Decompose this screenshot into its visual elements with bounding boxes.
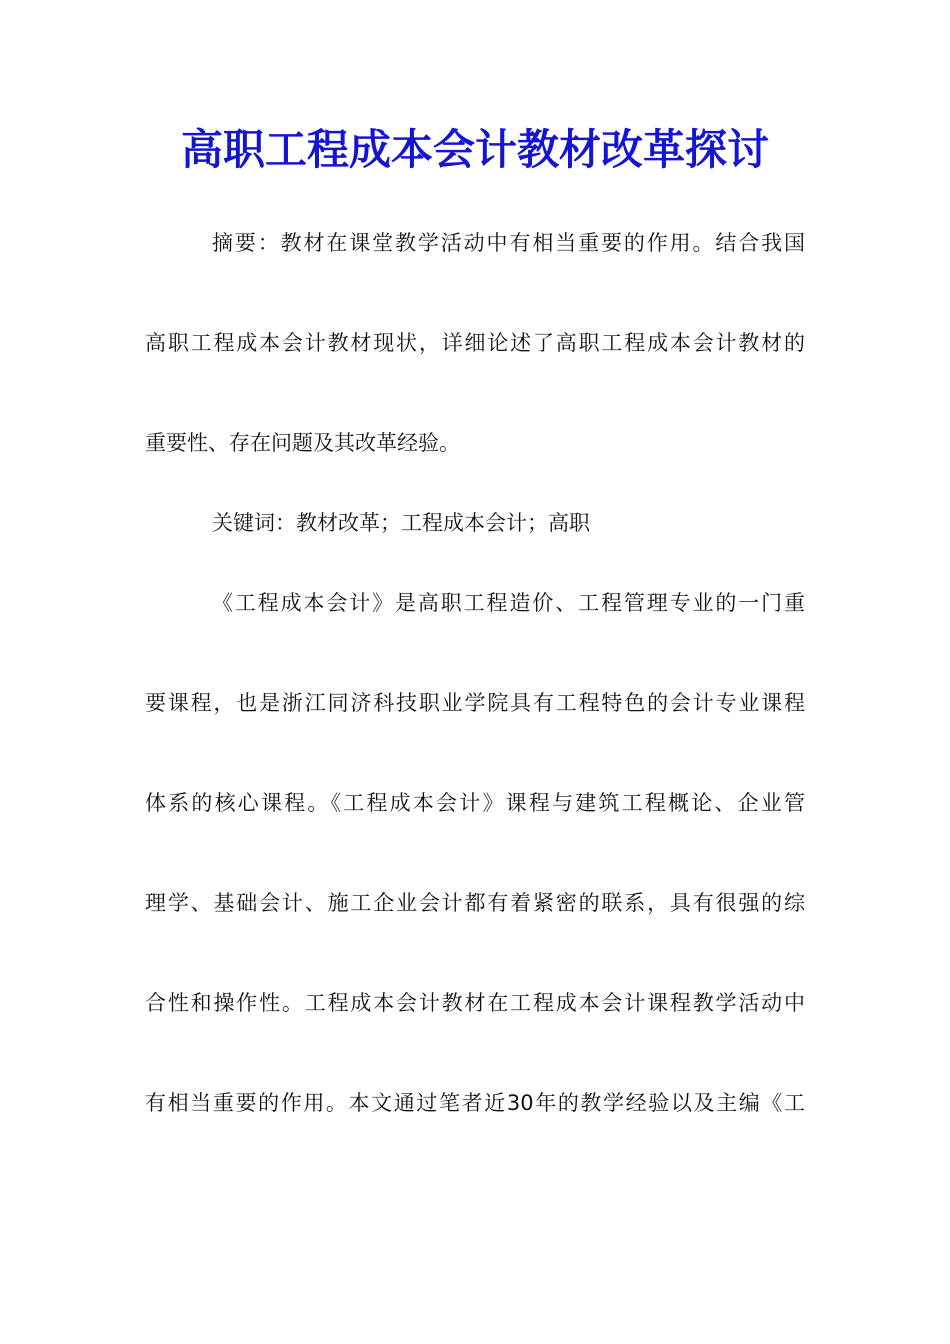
body-line-6: 有相当重要的作用。本文通过笔者近30年的教学经验以及主编《工: [145, 1091, 805, 1115]
abstract-line-2: 高职工程成本会计教材现状，详细论述了高职工程成本会计教材的: [145, 331, 805, 355]
abstract-line-1: 摘要：教材在课堂教学活动中有相当重要的作用。结合我国: [212, 231, 805, 255]
abstract-line-3: 重要性、存在问题及其改革经验。: [145, 431, 460, 455]
keywords-line: 关键词：教材改革；工程成本会计；高职: [212, 511, 590, 535]
body-line-5: 合性和操作性。工程成本会计教材在工程成本会计课程教学活动中: [145, 991, 805, 1015]
body-line-4: 理学、基础会计、施工企业会计都有着紧密的联系，具有很强的综: [145, 891, 805, 915]
body-line-1: 《工程成本会计》是高职工程造价、工程管理专业的一门重: [212, 591, 805, 615]
body-line-2: 要课程，也是浙江同济科技职业学院具有工程特色的会计专业课程: [145, 691, 805, 715]
document-title: 高职工程成本会计教材改革探讨: [180, 125, 769, 174]
body-line-3: 体系的核心课程。《工程成本会计》课程与建筑工程概论、企业管: [145, 791, 805, 815]
